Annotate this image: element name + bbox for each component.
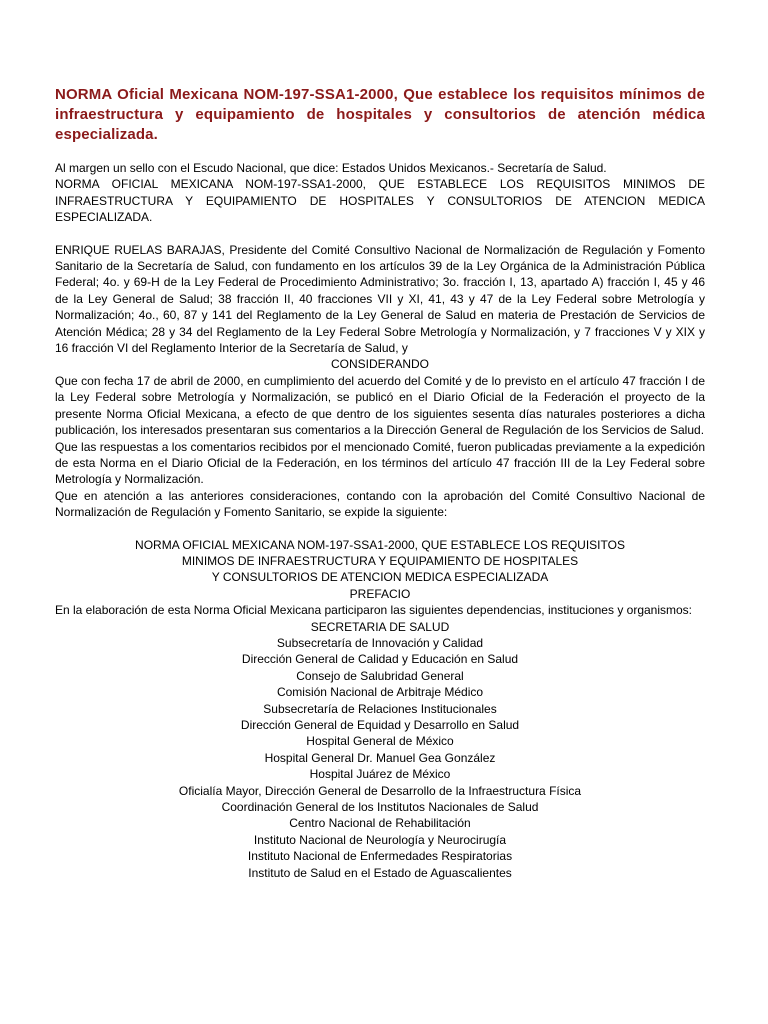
preamble-paragraph: ENRIQUE RUELAS BARAJAS, Presidente del Comité Consultivo Nacional de Normalización de Regulación y Fomento Sanitario de la Secretaría de Salud, con fundamento en los artículos 39 de la Ley Orgánica de la Administración Pública Federal; 4o. y 69-H de la Ley Federal de Procedimiento Administrativo; 3o. fracción I, 13, apartado A) fracción I, 45 y 46 de la Ley General de Salud; 38 fracción II, 40 fracciones VII y XI, 41, 43 y 47 de la Ley Federal sobre Metrología y Normalización; 4o., 60, 87 y 141 del Reglamento de la Ley General de Salud en materia de Prestación de Servicios de Atención Médica; 28 y 34 del Reglamento de la Ley Federal Sobre Metrología y Normalización, y 7 fracciones V y XIX y 16 fracción VI del Reglamento Interior de la Secretaría de Salud, y (55, 242, 705, 356)
list-item: Subsecretaría de Innovación y Calidad (276, 635, 484, 650)
norma-heading-line: Y CONSULTORIOS DE ATENCION MEDICA ESPECIALIZADA (211, 570, 549, 585)
list-item: Coordinación General de los Institutos Nacionales de Salud (221, 800, 539, 815)
considerando-paragraph: Que en atención a las anteriores consideraciones, contando con la aprobación del Comité Consultivo Nacional de Normalización de Regulación y Fomento Sanitario, se expide la siguiente: (55, 488, 705, 520)
list-item: Instituto Nacional de Neurología y Neurocirugía (253, 832, 507, 847)
norma-heading-line: MINIMOS DE INFRAESTRUCTURA Y EQUIPAMIENTO DE HOSPITALES (181, 553, 579, 568)
list-item: Instituto de Salud en el Estado de Aguascalientes (248, 865, 512, 880)
institutions-list (55, 619, 705, 882)
seal-note: Al margen un sello con el Escudo Nacional, que dice: Estados Unidos Mexicanos.- Secretaría de Salud. (55, 161, 607, 175)
list-item: Centro Nacional de Rehabilitación (289, 816, 471, 831)
list-item: Consejo de Salubridad General (296, 668, 464, 683)
intro-block (55, 160, 705, 226)
preamble-block (55, 242, 705, 521)
list-item: Comisión Nacional de Arbitraje Médico (276, 685, 484, 700)
prefacio-paragraph: En la elaboración de esta Norma Oficial Mexicana participaron las siguientes dependencias, instituciones y organismos: (55, 603, 693, 618)
list-item: Hospital General de México (306, 734, 454, 749)
prefacio-heading: PREFACIO (349, 586, 411, 601)
norma-heading-line: NORMA OFICIAL MEXICANA NOM-197-SSA1-2000, QUE ESTABLECE LOS REQUISITOS (135, 537, 625, 552)
list-item: Instituto Nacional de Enfermedades Respiratorias (247, 849, 513, 864)
list-item: Hospital General Dr. Manuel Gea González (264, 750, 496, 765)
considerando-heading: CONSIDERANDO (330, 357, 429, 372)
considerando-paragraph: Que con fecha 17 de abril de 2000, en cumplimiento del acuerdo del Comité y de lo previsto en el artículo 47 fracción I de la Ley Federal sobre Metrología y Normalización, se publicó en el Diario Oficial de la Federación el proyecto de la presente Norma Oficial Mexicana, a efecto de que dentro de los siguientes sesenta días naturales posteriores a dicha publicación, los interesados presentaran sus comentarios a la Dirección General de Regulación de los Servicios de Salud. (55, 373, 705, 438)
list-item: Dirección General de Calidad y Educación en Salud (241, 652, 519, 667)
document-page (55, 85, 705, 881)
list-item: Subsecretaría de Relaciones Institucionales (263, 701, 497, 716)
norma-heading-block (55, 537, 705, 619)
norma-uppercase-title: NORMA OFICIAL MEXICANA NOM-197-SSA1-2000, QUE ESTABLECE LOS REQUISITOS MINIMOS DE INFRAESTRUCTURA Y EQUIPAMIENTO DE HOSPITALES Y CONSULTORIOS DE ATENCION MEDICA ESPECIALIZADA. (55, 177, 705, 225)
list-item: Dirección General de Equidad y Desarrollo en Salud (240, 718, 520, 732)
list-item: Oficialía Mayor, Dirección General de Desarrollo de la Infraestructura Física (178, 783, 582, 798)
considerando-paragraph: Que las respuestas a los comentarios recibidos por el mencionado Comité, fueron publicadas previamente a la expedición de esta Norma en el Diario Oficial de la Federación, en los términos del artículo 47 fracción III de la Ley Federal sobre Metrología y Normalización. (55, 439, 705, 487)
document-title: NORMA Oficial Mexicana NOM-197-SSA1-2000, Que establece los requisitos mínimos de infraestructura y equipamiento de hospitales y consultorios de atención médica especializada. (55, 86, 705, 143)
list-item: Hospital Juárez de México (309, 767, 451, 782)
list-item: SECRETARIA DE SALUD (310, 619, 450, 634)
